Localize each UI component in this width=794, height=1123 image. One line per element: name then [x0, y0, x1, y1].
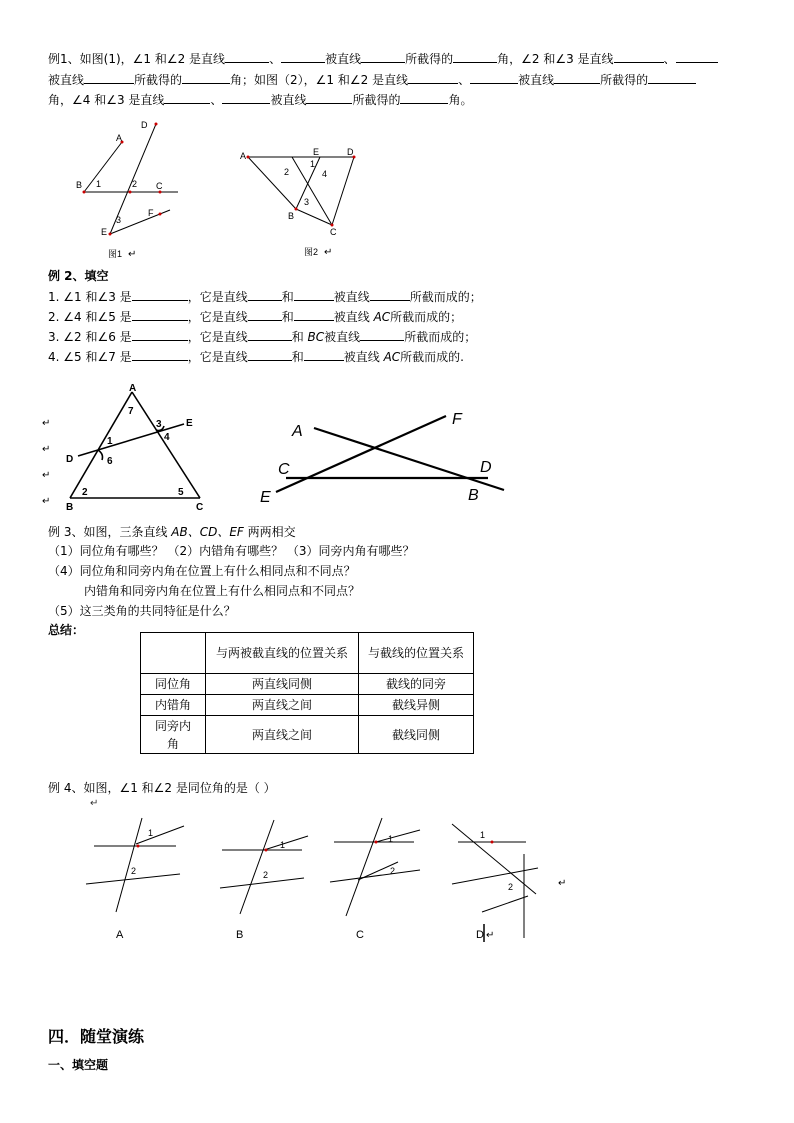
label-7: 7 [128, 406, 134, 417]
angle-label-2: 2 [131, 866, 137, 876]
blank [554, 71, 600, 84]
label-E: E [186, 418, 193, 429]
blank [132, 288, 188, 301]
label-E: E [313, 147, 320, 157]
blank [294, 308, 334, 321]
label-3: 3 [156, 419, 162, 430]
ex4-figures [80, 812, 580, 942]
blank [281, 50, 325, 63]
blank [248, 348, 292, 361]
ex2-q4: 4. ∠5 和∠7 是 ，它是直线 和 被直线 AC所截而成的. [48, 350, 464, 364]
blank [294, 288, 334, 301]
table-cell: 两直线同侧 [206, 674, 359, 695]
ex1-line-1: 例1、如图(1)，∠1 和∠2 是直线 、 被直线 所截得的 角，∠2 和∠3 是直线 、 [48, 50, 718, 67]
blank [132, 308, 188, 321]
fig1-caption: 图1 [108, 249, 123, 259]
table-cell: 截线异侧 [359, 695, 474, 716]
label-1: 1 [96, 179, 102, 189]
blank [222, 91, 270, 104]
label-4: 4 [164, 432, 170, 443]
blank [614, 50, 664, 63]
ex2-q1: 1. ∠1 和∠3 是 ，它是直线 和 被直线 所截而成的； [48, 290, 482, 304]
blank [470, 71, 518, 84]
label-3: 3 [304, 197, 310, 207]
blank [248, 308, 282, 321]
section-subtitle: 一、填空题 [48, 1058, 109, 1072]
blank [370, 288, 410, 301]
blank [132, 348, 188, 361]
return-mark: ↵ [128, 249, 137, 260]
return-mark: ↵ [42, 470, 51, 481]
blank [248, 288, 282, 301]
label-A: A [116, 133, 123, 143]
table-cell: 同旁内角 [141, 716, 206, 754]
angle-label-2: 2 [390, 866, 396, 876]
label-C: C [330, 227, 337, 237]
blank [361, 50, 405, 63]
table-row [141, 633, 474, 674]
table-cell [141, 633, 206, 674]
figure-2 [236, 145, 366, 265]
label-5: 5 [178, 487, 184, 498]
option-A: A [116, 929, 124, 941]
angle-label-1: 1 [480, 830, 486, 840]
table-cell: 内错角 [141, 695, 206, 716]
label-1: 1 [107, 436, 113, 447]
blank [164, 91, 210, 104]
table-cell: 截线的同旁 [359, 674, 474, 695]
return-mark: ↵ [324, 247, 333, 258]
blank [304, 348, 344, 361]
ex1-line-2: 被直线 所截得的 角；如图（2），∠1 和∠2 是直线 、 被直线 所截得的 [48, 71, 696, 88]
label-E: E [260, 489, 271, 506]
three-lines-figure [258, 402, 508, 512]
label-2: 2 [132, 179, 138, 189]
label-B: B [288, 211, 295, 221]
blank [648, 71, 696, 84]
label-C: C [196, 502, 204, 513]
blank [132, 328, 188, 341]
label-B: B [66, 502, 74, 513]
return-mark: ↵ [90, 798, 99, 809]
ex3-q4b: 内错角和同旁内角在位置上有什么相同点和不同点？ [84, 584, 361, 598]
triangle-figure [40, 380, 220, 516]
blank [84, 71, 134, 84]
label-B: B [76, 180, 83, 190]
blank [400, 91, 448, 104]
return-mark: ↵ [42, 496, 51, 507]
ex1-line-3: 角，∠4 和∠3 是直线 、 被直线 所截得的 角。 [48, 93, 473, 107]
label-D: D [66, 454, 74, 465]
blank [360, 328, 404, 341]
figure-1 [70, 112, 190, 262]
blank [453, 50, 497, 63]
table-cell: 两直线之间 [206, 695, 359, 716]
return-mark: ↵ [42, 444, 51, 455]
label-A: A [129, 383, 137, 394]
table-cell: 同位角 [141, 674, 206, 695]
blank [306, 91, 352, 104]
return-mark: ↵ [486, 930, 495, 941]
label-4: 4 [322, 169, 328, 179]
return-mark: ↵ [558, 878, 567, 889]
angle-label-1: 1 [388, 834, 394, 844]
ex2-q2: 2. ∠4 和∠5 是 ，它是直线 和 被直线 AC所截而成的； [48, 310, 463, 324]
angle-label-1: 1 [148, 828, 154, 838]
ex3-line-1: 例 3、如图，三条直线 AB、CD、EF 两两相交 [48, 525, 296, 539]
label-E: E [101, 227, 108, 237]
table-cell: 两直线之间 [206, 716, 359, 754]
label-1: 1 [310, 159, 316, 169]
section-title: 四．随堂演练 [48, 1027, 145, 1046]
label-3: 3 [116, 215, 122, 225]
label-D: D [141, 120, 148, 130]
angle-label-2: 2 [508, 882, 514, 892]
angle-label-2: 2 [263, 870, 269, 880]
ex2-title: 例 2、填空 [48, 269, 109, 283]
label-2: 2 [284, 167, 290, 177]
label-6: 6 [107, 456, 113, 467]
label-F: F [452, 411, 462, 428]
angle-label-1: 1 [280, 840, 286, 850]
label-B: B [468, 487, 479, 504]
ex3-q1-3: （1）同位角有哪些？ （2）内错角有哪些？ （3）同旁内角有哪些？ [48, 544, 415, 558]
blank [225, 50, 269, 63]
table-cell: 截线同侧 [359, 716, 474, 754]
ex3-q5: （5）这三类角的共同特征是什么？ [48, 604, 236, 618]
label-C: C [156, 181, 163, 191]
option-C: C [356, 929, 364, 941]
blank [408, 71, 458, 84]
table-header: 与两被截直线的位置关系 [206, 633, 359, 674]
table-row [141, 674, 474, 695]
table-header: 与截线的位置关系 [359, 633, 474, 674]
return-mark: ↵ [42, 418, 51, 429]
fig2-caption: 图2 [304, 247, 319, 257]
label-A: A [292, 423, 303, 440]
summary-label: 总结： [48, 623, 85, 637]
ex2-q3: 3. ∠2 和∠6 是 ，它是直线 和 BC被直线 所截而成的； [48, 330, 477, 344]
label-C: C [278, 461, 290, 478]
summary-table [140, 632, 474, 754]
label-D: D [347, 147, 354, 157]
table-row [141, 695, 474, 716]
label-F: F [148, 208, 154, 218]
option-B: B [236, 929, 244, 941]
label-A: A [240, 151, 247, 161]
blank [182, 71, 230, 84]
label-2: 2 [82, 487, 88, 498]
blank [676, 50, 718, 63]
blank [248, 328, 292, 341]
table-row [141, 716, 474, 754]
ex4-question: 例 4、如图，∠1 和∠2 是同位角的是（ ） [48, 781, 276, 795]
label-D: D [480, 459, 492, 476]
option-D: D [476, 929, 484, 941]
ex3-q4: （4）同位角和同旁内角在位置上有什么相同点和不同点？ [48, 564, 356, 578]
